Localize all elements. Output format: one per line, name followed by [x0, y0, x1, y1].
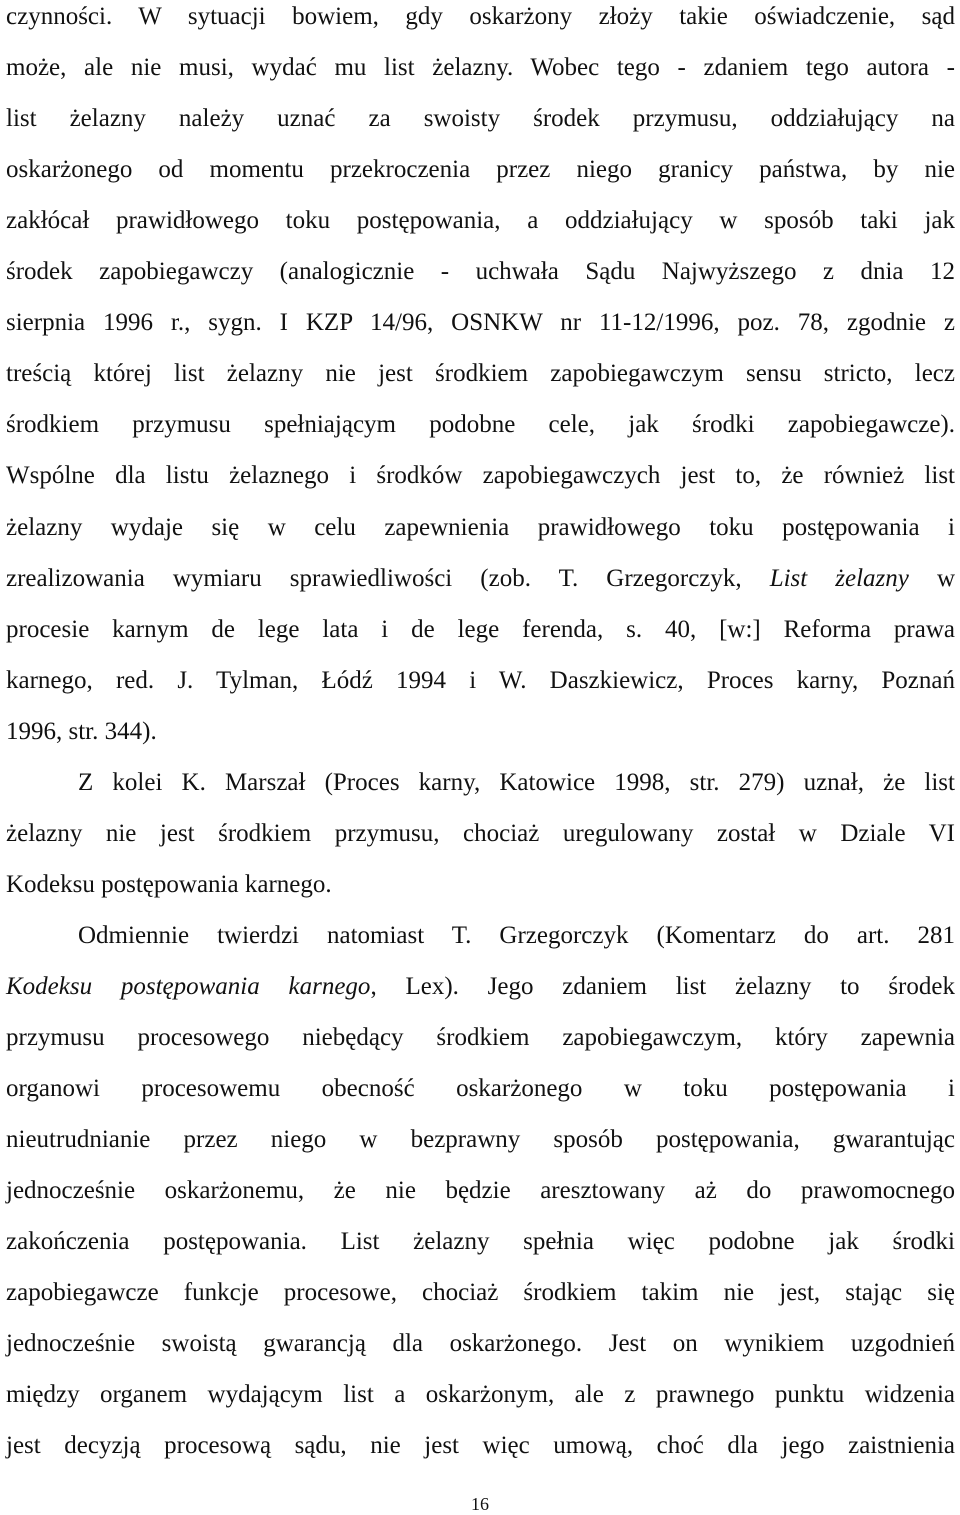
text-segment: organowi procesowemu obecność oskarżonego w toku postępowania i	[6, 1075, 955, 1102]
text-segment: Wspólne dla listu żelaznego i środków zapobiegawczych jest to, że również list	[6, 462, 955, 490]
text-segment: zrealizowania wymiaru sprawiedliwości (zob. T. Grzegorczyk,	[6, 564, 770, 592]
text-line	[6, 307, 955, 339]
text-segment: Z kolei K. Marszał (Proces karny, Katowice 1998, str. 279) uznał, że list	[78, 768, 955, 796]
text-segment: treścią której list żelazny nie jest środkiem zapobiegawczym sensu stricto, lecz	[6, 360, 955, 388]
text-segment: jednocześnie oskarżonemu, że nie będzie aresztowany aż do prawomocnego	[6, 1177, 955, 1205]
text-line	[6, 103, 955, 135]
text-segment: żelazny wydaje się w celu zapewnienia prawidłowego toku postępowania i	[6, 513, 955, 541]
text-line	[6, 512, 955, 544]
text-segment: przymusu procesowego niebędący środkiem zapobiegawczym, który zapewnia	[6, 1024, 955, 1051]
text-segment: czynności. W sytuacji bowiem, gdy oskarżony złoży takie oświadczenie, sąd	[6, 3, 955, 30]
text-line	[78, 920, 955, 952]
text-segment: środkiem przymusu spełniającym podobne cele, jak środki zapobiegawcze).	[6, 411, 955, 439]
text-segment: Odmiennie twierdzi natomiast T. Grzegorczyk (Komentarz do art. 281	[78, 921, 955, 949]
text-segment: żelazny nie jest środkiem przymusu, chociaż uregulowany został w Dziale VI	[6, 819, 955, 847]
text-line	[6, 614, 955, 646]
text-line	[6, 716, 955, 748]
text-segment: zakłócał prawidłowego toku postępowania, a oddziałujący w sposób taki jak	[6, 207, 955, 235]
text-segment: list żelazny należy uznać za swoisty środek przymusu, oddziałujący na	[6, 105, 955, 133]
text-line	[6, 1073, 955, 1105]
text-line	[6, 1379, 955, 1411]
text-segment: , Lex). Jego zdaniem list żelazny to środek	[370, 972, 955, 1000]
text-line	[6, 460, 955, 492]
text-line	[6, 665, 955, 697]
text-segment: oskarżonego od momentu przekroczenia przez niego granicy państwa, by nie	[6, 156, 955, 184]
text-segment: Kodeksu postępowania karnego.	[6, 870, 332, 898]
text-segment: sierpnia 1996 r., sygn. I KZP 14/96, OSNKW nr 11-12/1996, poz. 78, zgodnie z	[6, 309, 955, 337]
text-segment: zapobiegawcze funkcje procesowe, chociaż środkiem takim nie jest, stając się	[6, 1279, 955, 1307]
text-segment: jest decyzją procesową sądu, nie jest więc umową, choć dla jego zaistnienia	[6, 1432, 955, 1460]
text-line	[6, 971, 955, 1003]
text-line	[6, 1124, 955, 1156]
text-line	[6, 154, 955, 186]
page-number: 16	[471, 1494, 489, 1514]
text-line	[78, 767, 955, 799]
text-segment: środek zapobiegawczy (analogicznie - uchwała Sądu Najwyższego z dnia 12	[6, 258, 955, 286]
italic-text-segment: Kodeksu postępowania karnego	[6, 972, 371, 1000]
text-line	[6, 256, 955, 288]
text-segment: jednocześnie swoistą gwarancją dla oskarżonego. Jest on wynikiem uzgodnień	[6, 1330, 955, 1358]
text-line	[6, 358, 955, 390]
text-segment: 1996, str. 344).	[6, 717, 157, 745]
text-line	[6, 1328, 955, 1360]
text-line	[6, 818, 955, 850]
text-line	[6, 52, 955, 84]
text-line	[6, 409, 955, 441]
text-segment: procesie karnym de lege lata i de lege ferenda, s. 40, [w:] Reforma prawa	[6, 615, 955, 643]
text-line	[6, 1226, 955, 1258]
text-segment: zakończenia postępowania. List żelazny spełnia więc podobne jak środki	[6, 1228, 955, 1256]
text-segment: między organem wydającym list a oskarżonym, ale z prawnego punktu widzenia	[6, 1381, 955, 1409]
text-line	[6, 1, 955, 33]
text-line	[6, 563, 955, 595]
text-line	[6, 1175, 955, 1207]
italic-text-segment: List żelazny	[769, 564, 909, 592]
text-segment: karnego, red. J. Tylman, Łódź 1994 i W. Daszkiewicz, Proces karny, Poznań	[6, 666, 955, 694]
text-segment: może, ale nie musi, wydać mu list żelazny. Wobec tego - zdaniem tego autora -	[6, 54, 955, 81]
text-line	[6, 869, 955, 901]
text-segment: nieutrudnianie przez niego w bezprawny sposób postępowania, gwarantując	[6, 1126, 955, 1154]
text-line	[6, 1430, 955, 1462]
text-segment: w	[908, 564, 956, 592]
text-line	[6, 1022, 955, 1054]
text-line	[6, 205, 955, 237]
text-line	[6, 1277, 955, 1309]
